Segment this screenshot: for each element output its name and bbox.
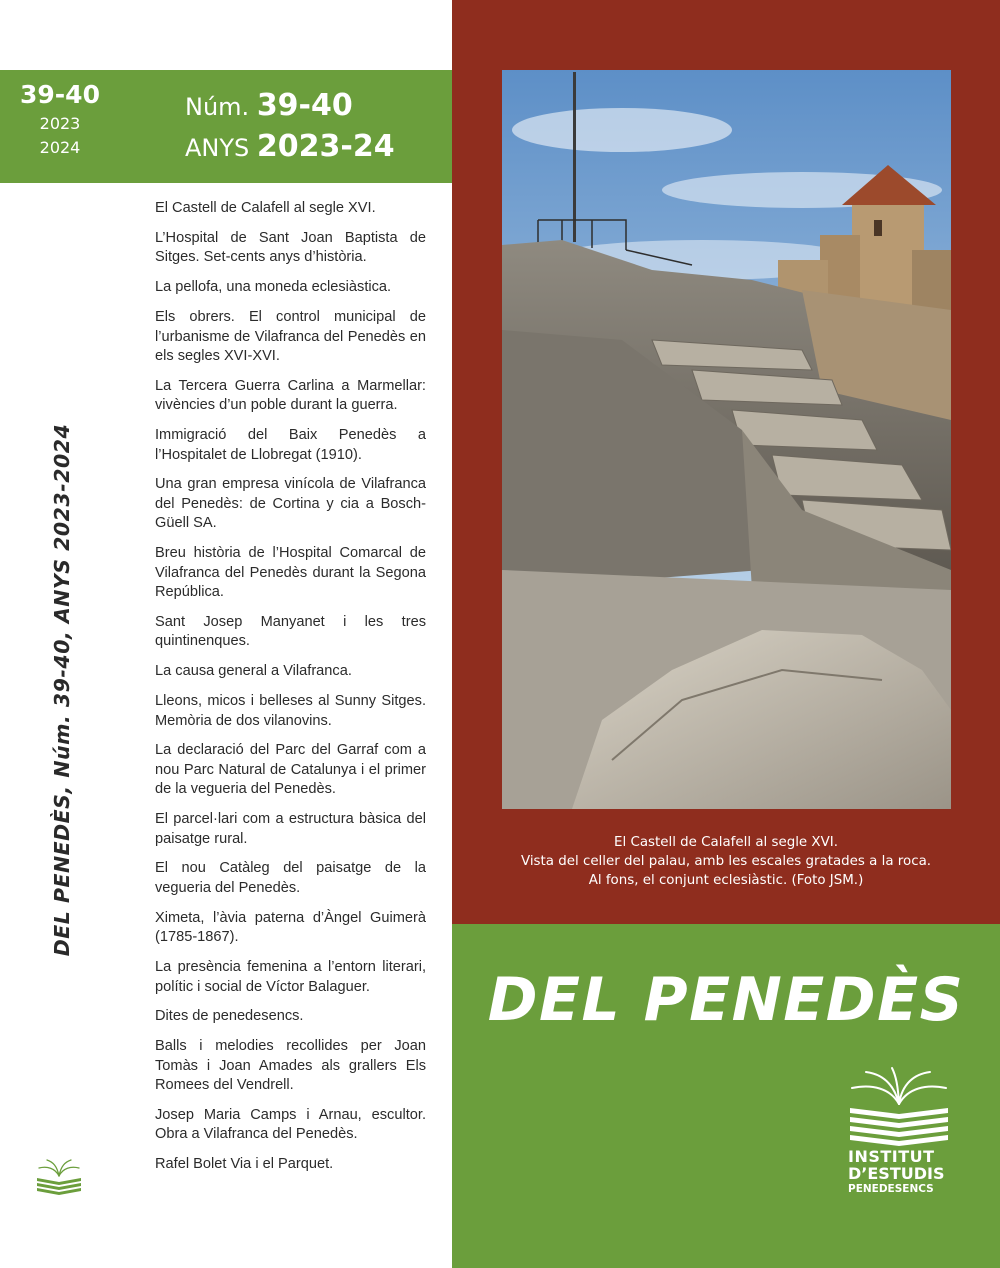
toc-item: La causa general a Vilafranca. (155, 663, 352, 680)
issue-num-line (185, 86, 395, 127)
issue-years-line (185, 127, 395, 168)
toc-item: Rafel Bolet Via i el Parquet. (155, 1156, 334, 1173)
num-label: Núm. (185, 93, 250, 121)
toc-item: Immigració del Baix Penedès a l’Hospitalet de Llobregat (1910). (155, 427, 426, 463)
photo-caption (452, 833, 1000, 890)
toc-item: Lleons, micos i belleses al Sunny Sitges. Memòria de dos vilanovins. (155, 693, 426, 729)
toc-item: Balls i melodies recollides per Joan Tomàs i Joan Amades als grallers Els Romees del Vendrell. (155, 1038, 426, 1094)
caption-line-2: Vista del celler del palau, amb les escales gratades a la roca. (520, 854, 932, 869)
toc-item: Sant Josep Manyanet i les tres quintinenques. (155, 613, 426, 650)
issue-number-small (0, 78, 120, 160)
publisher-name (848, 1148, 944, 1196)
toc-item: Ximeta, l’àvia paterna d’Àngel Guimerà (1785-1867). (155, 909, 426, 946)
issue-year-2: 2024 (39, 138, 81, 157)
issue-heading (185, 86, 395, 168)
toc-item: La pellofa, una moneda eclesiàstica. (155, 279, 392, 296)
toc-item: Dites de penedesencs. (155, 1008, 304, 1025)
num-value: 39-40 (256, 88, 353, 123)
table-of-contents (155, 199, 426, 1185)
toc-item: El nou Catàleg del paisatge de la vegueria del Penedès. (155, 860, 426, 896)
publisher-line-2: D’ESTUDIS (848, 1164, 945, 1183)
journal-title: DEL PENEDÈS (487, 965, 965, 1035)
toc-item: Una gran empresa vinícola de Vilafranca del Penedès: de Cortina y cia a Bosch-Güell SA. (155, 476, 426, 532)
caption-line-1: El Castell de Calafell al segle XVI. (614, 835, 838, 850)
anys-label: ANYS (185, 134, 250, 162)
publisher-line-1: INSTITUT (848, 1147, 935, 1166)
caption-line-3: Al fons, el conjunt eclesiàstic. (Foto JSM.) (588, 873, 864, 888)
publisher-logo-small-icon (33, 1156, 85, 1196)
open-book-with-rays-icon (846, 1066, 952, 1146)
toc-item: Els obrers. El control municipal de l’urbanisme de Vilafranca del Penedès en els segles XVI-XVI. (155, 309, 426, 364)
toc-item: La presència femenina a l’entorn literari, polític i social de Víctor Balaguer. (155, 959, 426, 995)
toc-item: Josep Maria Camps i Arnau, escultor. Obra a Vilafranca del Penedès. (155, 1107, 426, 1143)
issue-number: 39-40 (20, 80, 100, 109)
toc-item: El Castell de Calafell al segle XVI. (155, 200, 376, 216)
toc-item: Breu història de l’Hospital Comarcal de Vilafranca del Penedès durant la Segona República. (155, 545, 426, 600)
publisher-line-3: PENEDESENCS (848, 1183, 934, 1195)
toc-item: L’Hospital de Sant Joan Baptista de Sitges. Set-cents anys d’història. (155, 229, 426, 266)
spine-text: DEL PENEDÈS, Núm. 39-40, ANYS 2023-2024 (50, 423, 74, 957)
cover-photo-castle (502, 70, 951, 809)
issue-year-1: 2023 (39, 114, 81, 133)
toc-item: La declaració del Parc del Garraf com a nou Parc Natural de Catalunya i el primer de la vegueria del Penedès. (155, 742, 426, 798)
anys-value: 2023-24 (256, 129, 395, 164)
toc-item: La Tercera Guerra Carlina a Marmellar: vivències d’un poble durant la guerra. (155, 377, 426, 414)
toc-item: El parcel·lari com a estructura bàsica del paisatge rural. (155, 811, 426, 847)
